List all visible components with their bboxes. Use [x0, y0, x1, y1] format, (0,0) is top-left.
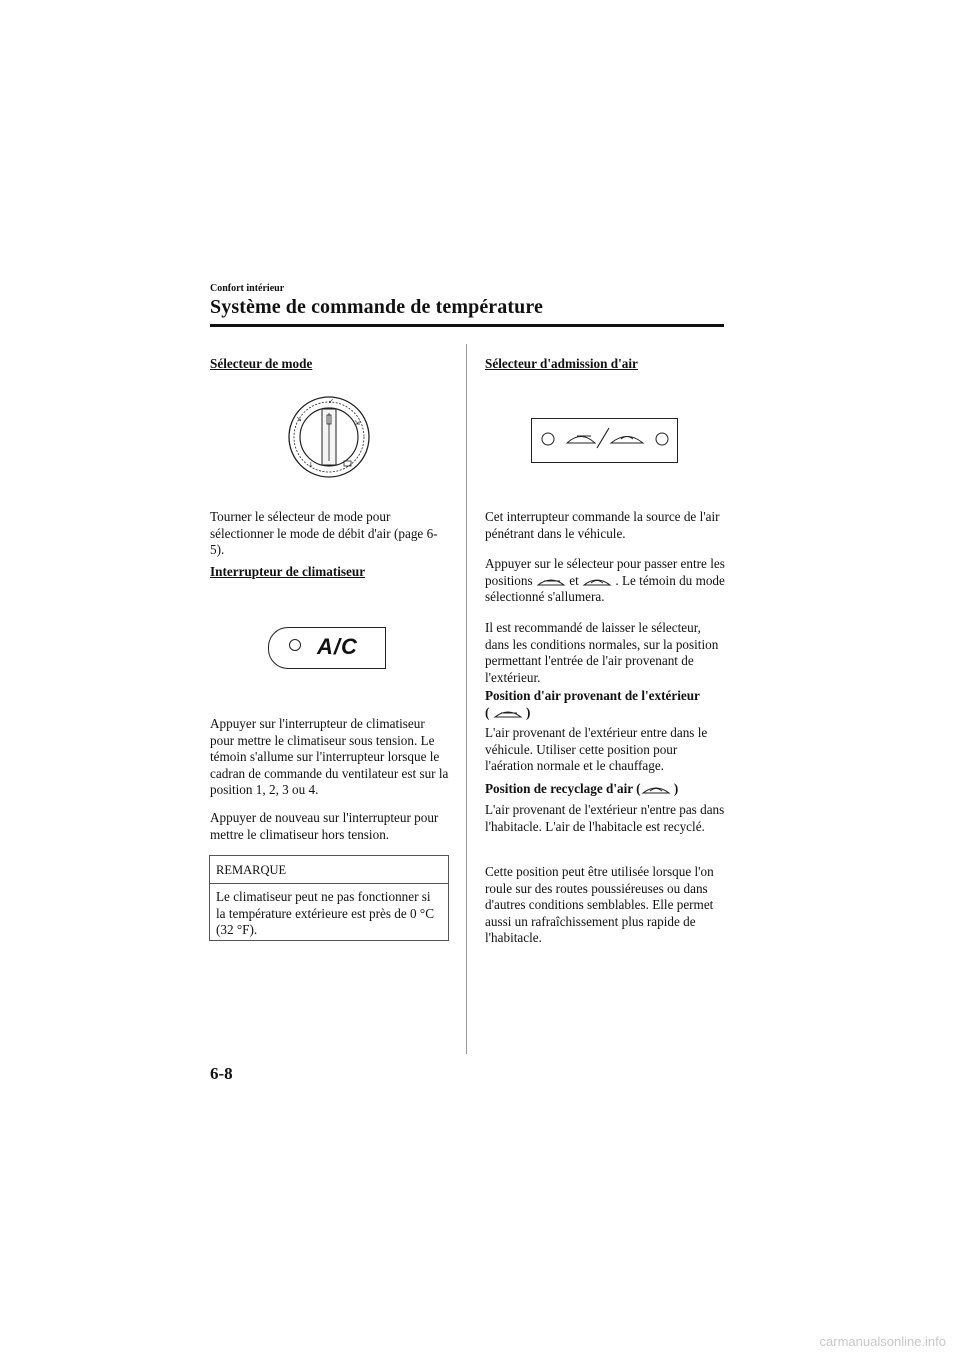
mode-selector-heading: Sélecteur de mode	[210, 356, 313, 371]
outside-air-heading-open: (	[485, 704, 490, 720]
ac-switch-heading: Interrupteur de climatiseur	[210, 564, 366, 579]
fresh-air-icon	[536, 575, 566, 587]
svg-text:↙: ↙	[328, 397, 334, 405]
fresh-air-icon	[493, 707, 523, 719]
intake-text-2a: Appuyer sur le sélecteur pour passer entre les positions	[485, 556, 725, 588]
column-divider	[466, 344, 467, 1054]
ac-text-1: Appuyer sur l'interrupteur de climatiseur pour mettre le climatiseur sous tension. Le témoin s'allume sur l'interrupteur lorsque le cadran de commande du ventilateur est sur la position 1, 2, 3 ou 4.	[210, 716, 449, 797]
mode-selector-dial-icon	[284, 395, 374, 479]
outside-air-heading-close: )	[526, 704, 531, 720]
svg-text:↘: ↘	[296, 415, 302, 423]
outside-air-heading	[485, 688, 725, 721]
svg-text:↓: ↓	[308, 461, 314, 469]
intake-text-1: Cet interrupteur commande la source de l'air pénétrant dans le véhicule.	[485, 509, 720, 541]
recirc-text-2: Cette position peut être utilisée lorsque l'on roule sur des routes poussiéreuses ou dans d'autres conditions semblables. Elle permet aussi un rafraîchissement plus rapide de l'habitacle.	[485, 864, 714, 945]
outside-air-heading-text: Position d'air provenant de l'extérieur	[485, 688, 700, 703]
recirc-heading-text: Position de recyclage d'air (	[485, 781, 641, 796]
recirc-heading-close: )	[673, 781, 679, 796]
recirc-text: L'air provenant de l'extérieur n'entre pas dans l'habitacle. L'air de l'habitacle est recyclé.	[485, 802, 725, 834]
outside-air-text: L'air provenant de l'extérieur entre dans le véhicule. Utiliser cette position pour l'aération normale et le chauffage.	[485, 725, 708, 773]
note-title: REMARQUE	[210, 856, 448, 884]
intake-text-3: Il est recommandé de laisser le sélecteur, dans les conditions normales, sur la position permettant l'entrée de l'air provenant de l'extérieur.	[485, 620, 719, 685]
air-intake-switch-icon	[531, 418, 679, 464]
page-title: Système de commande de température	[210, 296, 543, 318]
intake-text-2b: et	[569, 572, 579, 588]
mode-selector-text: Tourner le sélecteur de mode pour sélectionner le mode de débit d'air (page 6-5).	[210, 509, 438, 557]
recirculate-air-icon	[641, 783, 671, 795]
air-intake-heading: Sélecteur d'admission d'air	[485, 356, 638, 371]
ac-switch-icon	[268, 627, 386, 669]
title-rule	[210, 324, 724, 327]
svg-text:⇲: ⇲	[354, 419, 360, 427]
intake-text-2	[485, 556, 727, 606]
section-label: Confort intérieur	[210, 283, 285, 294]
intake-text-2c: . Le témoin du mode sélectionné s'allumera.	[485, 572, 725, 604]
note-box	[209, 855, 449, 941]
footer-watermark[interactable]: carmanualsonline.info	[819, 1334, 946, 1349]
note-text: Le climatiseur peut ne pas fonctionner si la température extérieure est près de 0 °C (32 °F).	[216, 889, 435, 937]
ac-indicator-light	[289, 639, 301, 651]
ac-text-2: Appuyer de nouveau sur l'interrupteur pour mettre le climatiseur hors tension.	[210, 810, 439, 842]
page-number: 6-8	[210, 1064, 233, 1083]
recirculate-air-icon	[582, 575, 612, 587]
recirc-heading	[485, 781, 725, 798]
ac-button-label: A/C	[317, 634, 358, 659]
